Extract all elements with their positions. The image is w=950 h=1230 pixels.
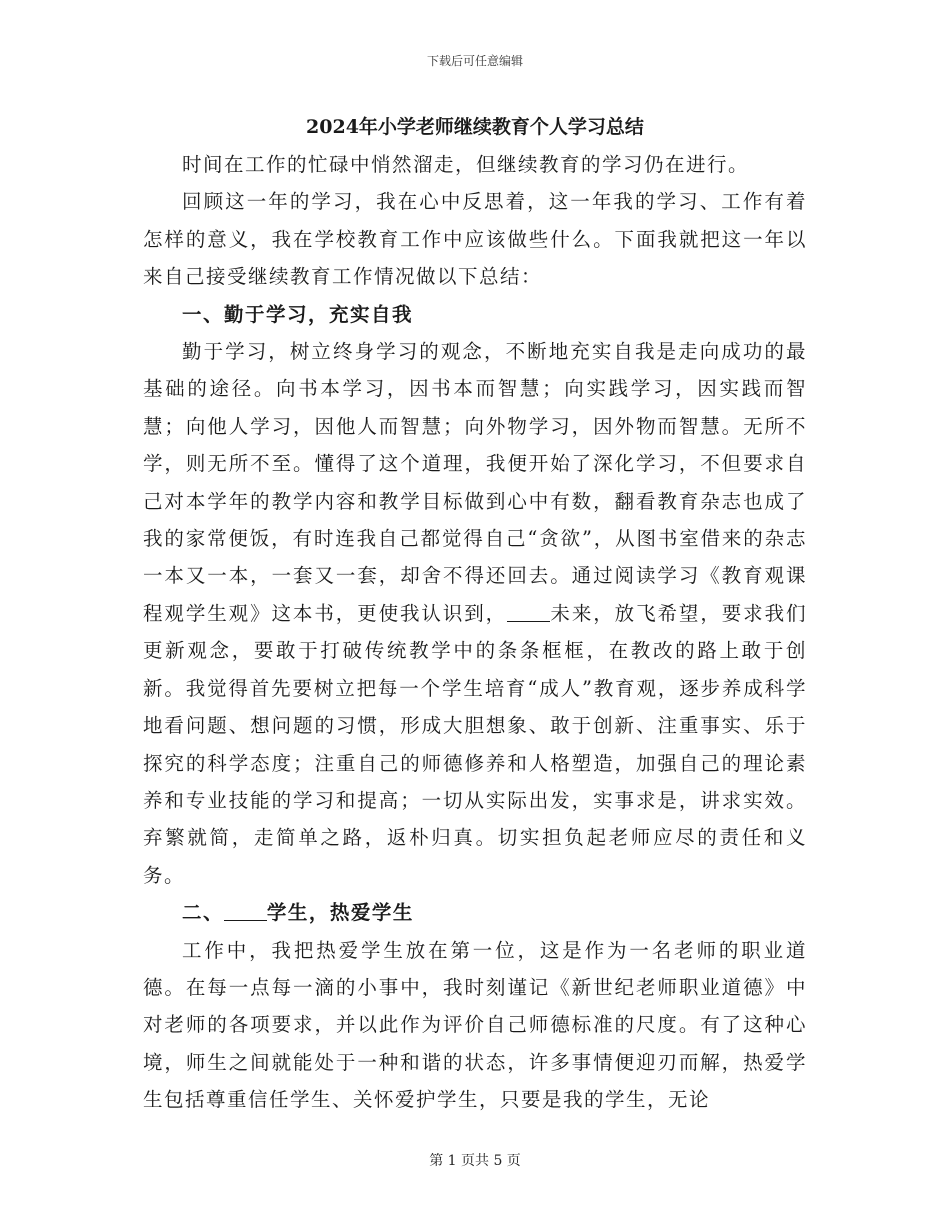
intro-paragraph-2: 回顾这一年的学习，我在心中反思着，这一年我的学习、工作有着怎样的意义，我在学校教育工作中应该做些什么。下面我就把这一年以来自己接受继续教育工作情况做以下总结： — [143, 190, 807, 289]
section-2-paragraph: 工作中，我把热爱学生放在第一位，这是作为一名老师的职业道德。在每一点每一滴的小事中，我时刻谨记《新世纪老师职业道德》中对老师的各项要求，并以此作为评价自己师德标准的尺度。有了这种心境，师生之间就能处于一种和谐的状态，许多事情便迎刃而解，热爱学生包括尊重信任学生、关怀爱护学生，只要是我的学生，无论 — [143, 938, 807, 1112]
blank-underline — [507, 603, 550, 622]
page-footer: 第 1 页共 5 页 — [429, 1153, 521, 1169]
section-2-heading-prefix: 二、 — [182, 901, 225, 925]
document-body — [143, 112, 807, 1119]
section-1-paragraph — [143, 333, 807, 894]
section-2-heading-suffix: 学生，热爱学生 — [266, 901, 414, 925]
section-1-heading: 一、勤于学习，充实自我 — [182, 302, 414, 326]
page-header: 下载后可任意编辑 — [426, 54, 523, 68]
blank-underline — [224, 903, 267, 922]
section-2-heading — [143, 894, 807, 931]
section-1-text-part-2: 未来，放飞希望，要求我们更新观念，要敢于打破传统教学中的条条框框，在教改的路上敢于创新。我觉得首先要树立把每一个学生培育“成人”教育观，逐步养成科学地看问题、想问题的习惯，形成大胆想象、敢于创新、注重事实、乐于探究的科学态度；注重自己的师德修养和人格塑造，加强自己的理论素养和专业技能的学习和提高；一切从实际出发，实事求是，讲求实效。弃繁就简，走简单之路，返朴归真。切实担负起老师应尽的责任和义务。 — [143, 601, 807, 887]
intro-paragraph-1: 时间在工作的忙碌中悄然溜走，但继续教育的学习仍在进行。 — [182, 153, 750, 176]
section-1-text-part-1: 勤于学习，树立终身学习的观念，不断地充实自我是走向成功的最基础的途径。向书本学习，因书本而智慧；向实践学习，因实践而智慧；向他人学习，因他人而智慧；向外物学习，因外物而智慧。无所不学，则无所不至。懂得了这个道理，我便开始了深化学习，不但要求自己对本学年的教学内容和教学目标做到心中有数，翻看教育杂志也成了我的家常便饭，有时连我自己都觉得自己“贪欲”，从图书室借来的杂志一本又一本，一套又一套，却舍不得还回去。通过阅读学习《教育观课程观学生观》这本书，更使我认识到， — [143, 340, 807, 625]
document-title: 2024年小学老师继续教育个人学习总结 — [306, 116, 644, 138]
